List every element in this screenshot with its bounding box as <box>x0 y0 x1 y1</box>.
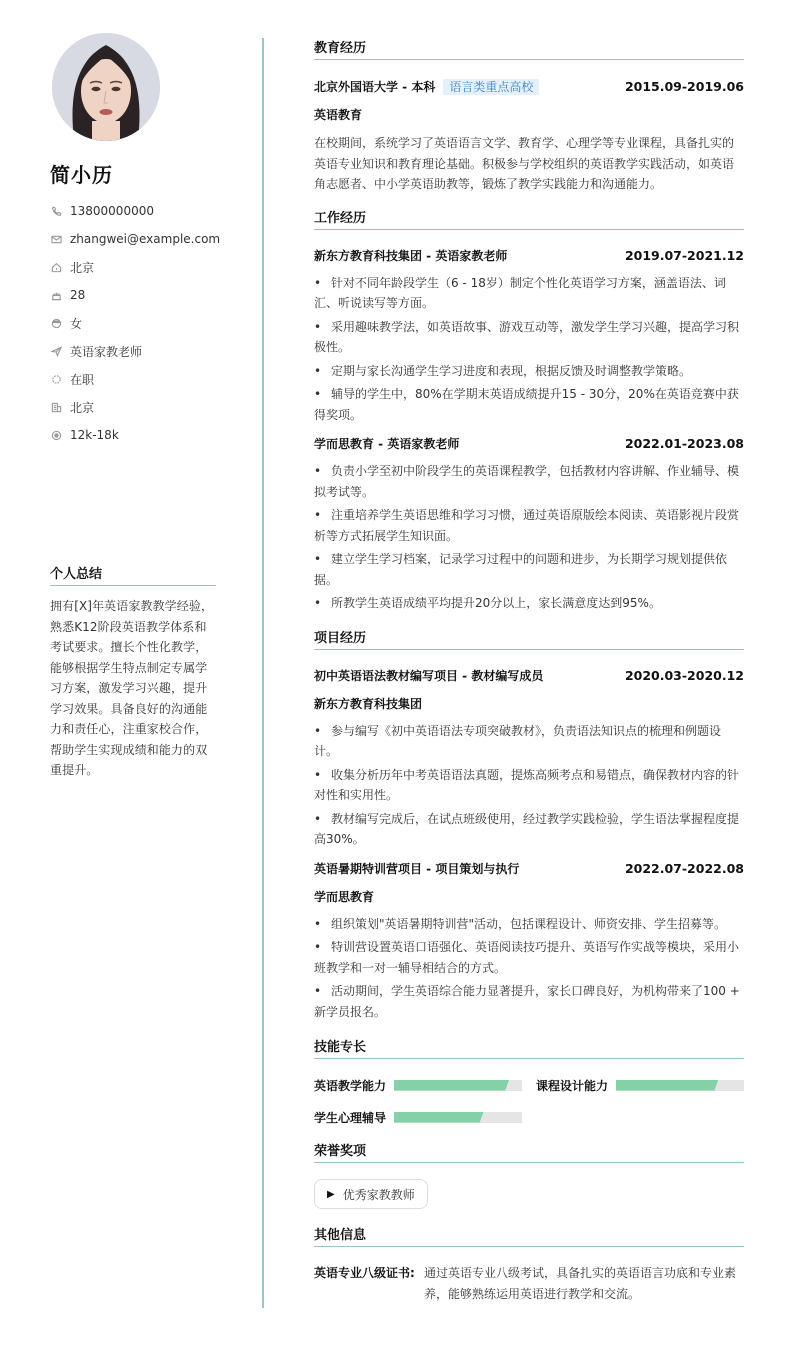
info-job-target <box>50 337 216 365</box>
awards-title: 荣誉奖项 <box>314 1143 744 1163</box>
award-chip[interactable] <box>314 1179 428 1209</box>
project-org: 新东方教育科技集团 <box>314 696 423 711</box>
bullet-item: • 组织策划"英语暑期特训营"活动，包括课程设计、师资安排、学生招募等。 <box>314 916 727 931</box>
skills-title: 技能专长 <box>314 1039 744 1059</box>
project-date: 2022.07-2022.08 <box>624 860 744 876</box>
skill-progress-fill <box>616 1080 718 1091</box>
bullet-item: • 采用趣味教学法，如英语故事、游戏互动等，激发学生学习兴趣，提高学习积极性。 <box>314 319 740 354</box>
gender-text: 女 <box>70 316 83 331</box>
education-title: 教育经历 <box>314 40 744 60</box>
work-bullets <box>314 273 744 426</box>
work-item-heading <box>314 247 744 265</box>
status-text: 在职 <box>70 372 95 387</box>
project-org: 学而思教育 <box>314 889 375 904</box>
work-item-heading <box>314 435 744 453</box>
bullet-item: • 收集分析历年中考英语语法真题，提炼高频考点和易错点，确保教材内容的针对性和实用性。 <box>314 767 740 802</box>
phone-icon <box>50 205 62 217</box>
skills-section <box>314 1039 744 1127</box>
mail-icon <box>50 233 62 245</box>
other-info-row <box>314 1263 744 1304</box>
education-row <box>314 78 744 96</box>
location-text: 北京 <box>70 260 95 275</box>
bullet-item: • 辅导的学生中，80%在学期末英语成绩提升15 - 30分，20%在英语竞赛中获得奖项。 <box>314 387 739 422</box>
personal-summary-section <box>50 566 216 781</box>
bullet-item: • 针对不同年龄段学生（6 - 18岁）制定个性化英语学习方案，涵盖语法、词汇、听说读写等方面。 <box>314 275 726 310</box>
other-info-title: 其他信息 <box>314 1227 744 1247</box>
status-icon <box>50 373 62 385</box>
gender-icon <box>50 317 62 329</box>
project-bullets <box>314 914 744 1023</box>
project-name-role: 英语暑期特训营项目 - 项目策划与执行 <box>314 861 520 876</box>
candidate-name: 简小历 <box>50 163 113 187</box>
education-description: 在校期间，系统学习了英语语言文学、教育学、心理学等专业课程，具备扎实的英语专业知识和教育理论基础。积极参与学校组织的英语教学实践活动，如英语角志愿者、中小学英语助教等，锻炼了教学实践能力和沟通能力。 <box>314 136 735 191</box>
award-label: 优秀家教教师 <box>342 1187 415 1202</box>
bullet-item: • 活动期间，学生英语综合能力显著提升，家长口碑良好，为机构带来了100 + 新学员报名。 <box>314 984 740 1019</box>
play-triangle-icon: ▶ <box>327 1188 335 1200</box>
project-item-heading <box>314 667 744 685</box>
send-icon <box>50 345 62 357</box>
vertical-divider <box>262 38 264 1308</box>
building-icon <box>50 401 62 413</box>
info-email <box>50 225 221 253</box>
project-bullets <box>314 721 744 850</box>
info-status <box>50 365 216 393</box>
main-content <box>314 40 744 1304</box>
salary-icon <box>50 429 62 441</box>
projects-title: 项目经历 <box>314 630 744 650</box>
info-location <box>50 253 216 281</box>
work-section <box>314 210 744 614</box>
job-target-text: 英语家教老师 <box>70 344 143 359</box>
education-section <box>314 40 744 195</box>
info-city <box>50 393 216 421</box>
work-company-role: 新东方教育科技集团 - 英语家教老师 <box>314 248 508 263</box>
skill-item <box>314 1107 536 1127</box>
bullet-item: • 特训营设置英语口语强化、英语阅读技巧提升、英语写作实战等模块，采用小班教学和一对一辅导相结合的方式。 <box>314 940 740 975</box>
bullet-item: • 注重培养学生英语思维和学习习惯，通过英语原版绘本阅读、英语影视片段赏析等方式拓展学生知识面。 <box>314 508 740 543</box>
cake-icon <box>50 289 62 301</box>
work-company-role: 学而思教育 - 英语家教老师 <box>314 437 460 451</box>
skill-name: 课程设计能力 <box>536 1078 609 1093</box>
email-text: zhangwei@example.com <box>70 232 221 246</box>
projects-section <box>314 630 744 1023</box>
bullet-item: • 所教学生英语成绩平均提升20分以上，家长满意度达到95%。 <box>314 596 661 610</box>
salary-text: 12k-18k <box>70 428 119 442</box>
bullet-item: • 负责小学至初中阶段学生的英语课程教学，包括教材内容讲解、作业辅导、模拟考试等。 <box>314 464 740 499</box>
other-info-section <box>314 1227 744 1304</box>
other-info-value: 通过英语专业八级考试，具备扎实的英语语言功底和专业素养，能够熟练运用英语进行教学和交流。 <box>424 1266 737 1301</box>
skills-grid <box>314 1075 744 1127</box>
education-major: 英语教育 <box>314 108 363 122</box>
bullet-item: • 定期与家长沟通学生学习进度和表现，根据反馈及时调整教学策略。 <box>314 363 692 378</box>
work-bullets <box>314 461 744 614</box>
info-phone <box>50 197 216 225</box>
school-tag: 语言类重点高校 <box>443 79 539 95</box>
work-date: 2022.01-2023.08 <box>624 436 744 451</box>
other-info-label: 英语专业八级证书: <box>314 1266 415 1280</box>
contact-info-list <box>50 197 221 449</box>
project-item-heading <box>314 860 744 878</box>
school-name: 北京外国语大学 - 本科 <box>314 80 436 94</box>
info-gender <box>50 309 216 337</box>
skill-progress-bar <box>394 1080 522 1091</box>
awards-section <box>314 1143 744 1209</box>
avatar <box>52 33 160 141</box>
bullet-item: • 教材编写完成后，在试点班级使用，经过教学实践检验，学生语法掌握程度提高30%。 <box>314 811 740 846</box>
sidebar <box>50 33 221 449</box>
avatar-portrait-icon <box>52 33 160 141</box>
home-icon <box>50 261 62 273</box>
skill-item <box>536 1075 744 1095</box>
bullet-item: • 参与编写《初中英语语法专项突破教材》，负责语法知识点的梳理和例题设计。 <box>314 723 722 758</box>
education-date: 2015.09-2019.06 <box>624 79 744 94</box>
skill-name: 学生心理辅导 <box>314 1110 387 1125</box>
work-title: 工作经历 <box>314 210 744 230</box>
skill-item <box>314 1075 536 1095</box>
summary-title: 个人总结 <box>50 566 216 586</box>
bullet-item: • 建立学生学习档案，记录学习过程中的问题和进步，为长期学习规划提供依据。 <box>314 552 728 587</box>
phone-text: 13800000000 <box>70 204 154 218</box>
project-name-role: 初中英语语法教材编写项目 - 教材编写成员 <box>314 668 544 683</box>
info-age <box>50 281 216 309</box>
info-salary <box>50 421 216 449</box>
skill-progress-bar <box>394 1112 522 1123</box>
city-text: 北京 <box>70 400 95 415</box>
project-date: 2020.03-2020.12 <box>624 667 744 683</box>
skill-progress-fill <box>394 1112 484 1123</box>
age-text: 28 <box>70 288 86 302</box>
skill-name: 英语教学能力 <box>314 1078 387 1093</box>
work-date: 2019.07-2021.12 <box>624 247 744 263</box>
skill-progress-bar <box>616 1080 744 1091</box>
skill-progress-fill <box>394 1080 509 1091</box>
summary-text: 拥有[X]年英语家教教学经验，熟悉K12阶段英语教学体系和考试要求。擅长个性化教学，能够根据学生特点制定专属学习方案，激发学习兴趣，提升学习效果。具备良好的沟通能力和责任心，注重家校合作，帮助学生实现成绩和能力的双重提升。 <box>50 599 214 777</box>
